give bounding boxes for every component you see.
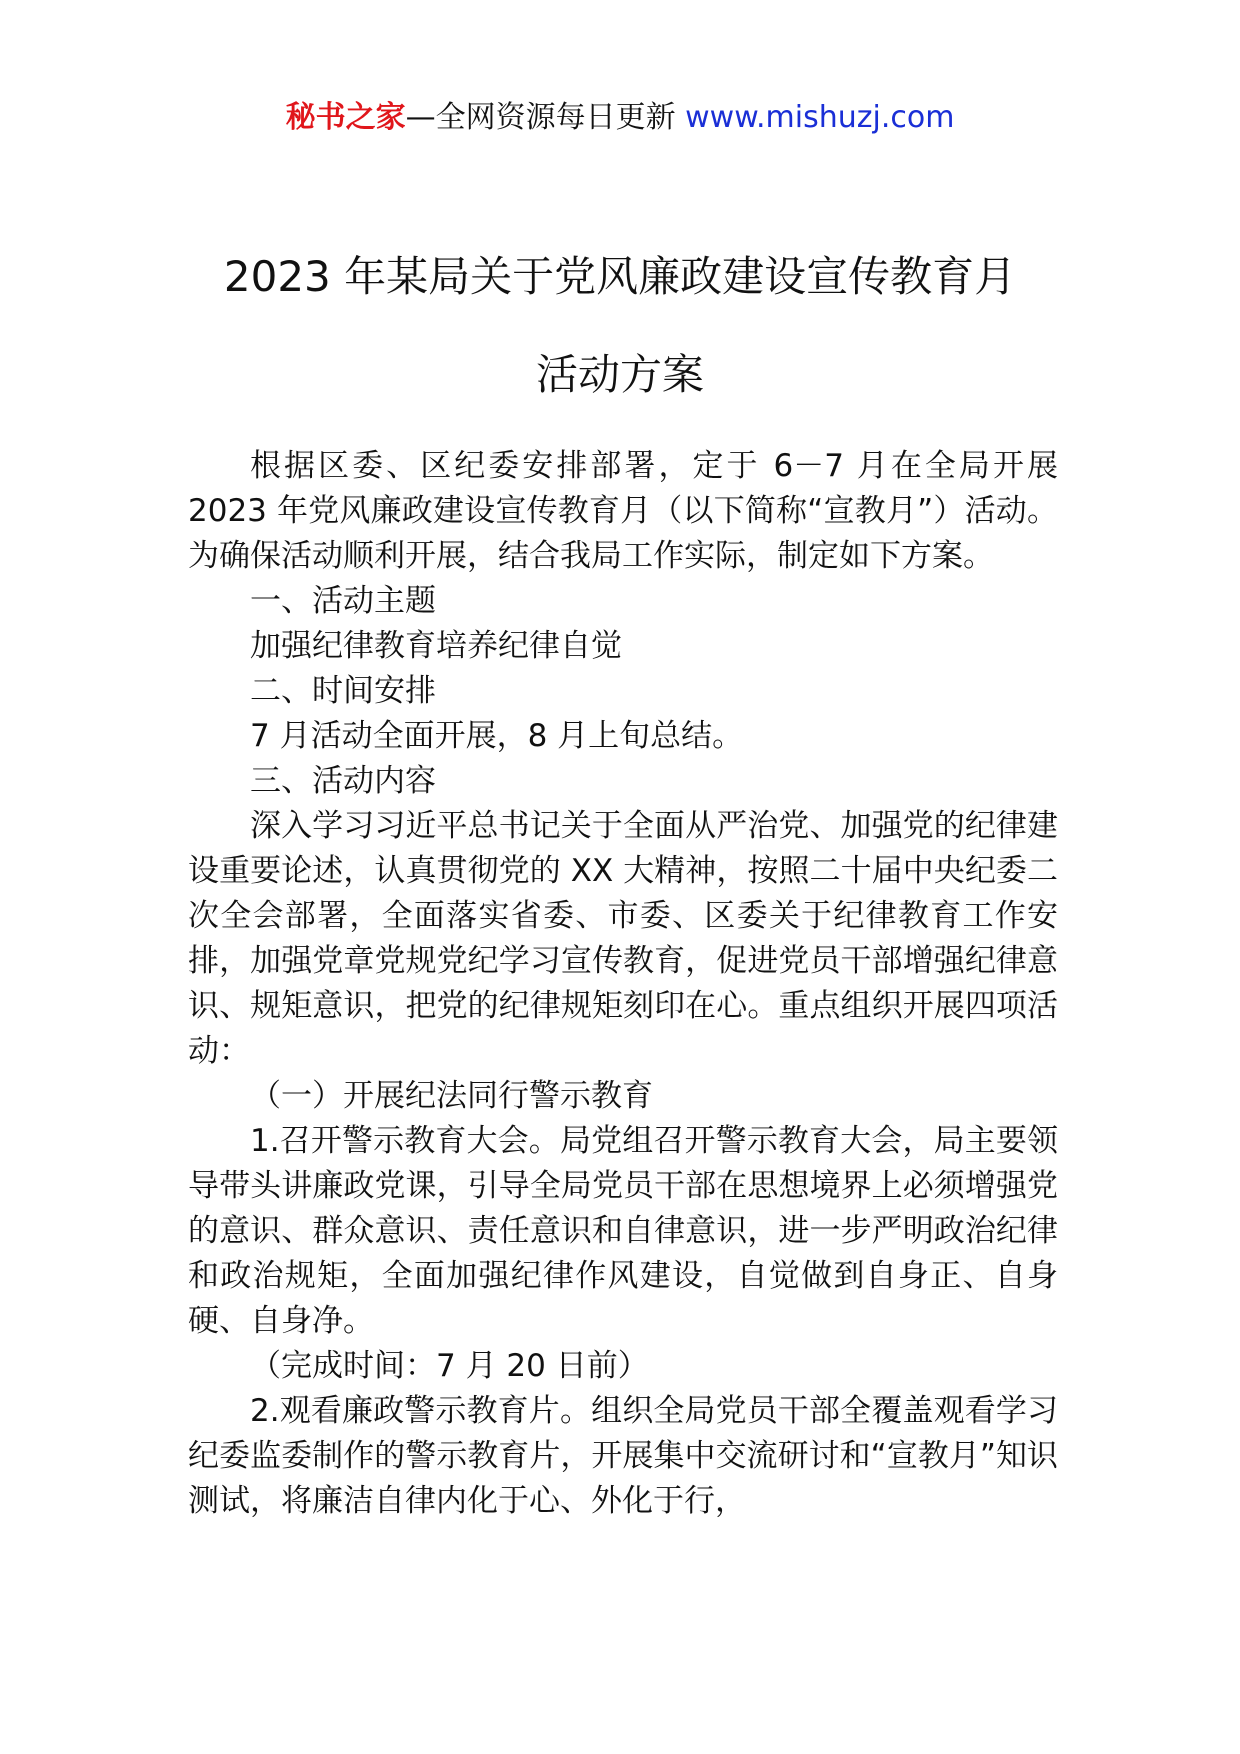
item-1-deadline: （完成时间：7 月 20 日前） — [250, 1348, 649, 1384]
section-heading-content: 三、活动内容 — [250, 763, 436, 799]
title-line-1: 2023 年某局关于党风廉政建设宣传教育月 — [223, 252, 1017, 301]
item-2-paragraph: 2.观看廉政警示教育片。组织全局党员干部全覆盖观看学习纪委监委制作的警示教育片，开展集中交流研讨和“宣教月”知识测试，将廉洁自律内化于心、外化于行， — [188, 1393, 1058, 1519]
brand-name: 秘书之家 — [285, 100, 406, 135]
site-header — [0, 98, 1240, 138]
item-1-paragraph: 1.召开警示教育大会。局党组召开警示教育大会，局主要领导带头讲廉政党课，引导全局党员干部在思想境界上必须增强党的意识、群众意识、责任意识和自律意识，进一步严明政治纪律和政治规矩，全面加强纪律作风建设，自觉做到自身正、自身硬、自身净。 — [188, 1123, 1058, 1339]
title-line-2: 活动方案 — [535, 350, 704, 399]
schedule-text: 7 月活动全面开展，8 月上旬总结。 — [250, 718, 744, 754]
content-paragraph: 深入学习习近平总书记关于全面从严治党、加强党的纪律建设重要论述，认真贯彻党的 XX 大精神，按照二十届中央纪委二次全会部署，全面落实省委、市委、区委关于纪律教育工作安排，加强党章党规党纪学习宣传教育，促进党员干部增强纪律意识、规矩意识，把党的纪律规矩刻印在心。重点组织开展四项活动： — [188, 808, 1058, 1069]
site-url-link[interactable]: www.mishuzj.com — [685, 100, 955, 135]
document-body — [188, 444, 1058, 1524]
section-heading-schedule: 二、时间安排 — [250, 673, 436, 709]
intro-paragraph: 根据区委、区纪委安排部署，定于 6－7 月在全局开展 2023 年党风廉政建设宣传教育月（以下简称“宣教月”）活动。为确保活动顺利开展，结合我局工作实际，制定如下方案。 — [188, 448, 1058, 574]
theme-text: 加强纪律教育培养纪律自觉 — [250, 628, 622, 664]
header-slogan: —全网资源每日更新 — [405, 100, 686, 135]
subsection-heading-1: （一）开展纪法同行警示教育 — [250, 1078, 653, 1114]
document-title — [150, 228, 1090, 424]
section-heading-theme: 一、活动主题 — [250, 583, 436, 619]
